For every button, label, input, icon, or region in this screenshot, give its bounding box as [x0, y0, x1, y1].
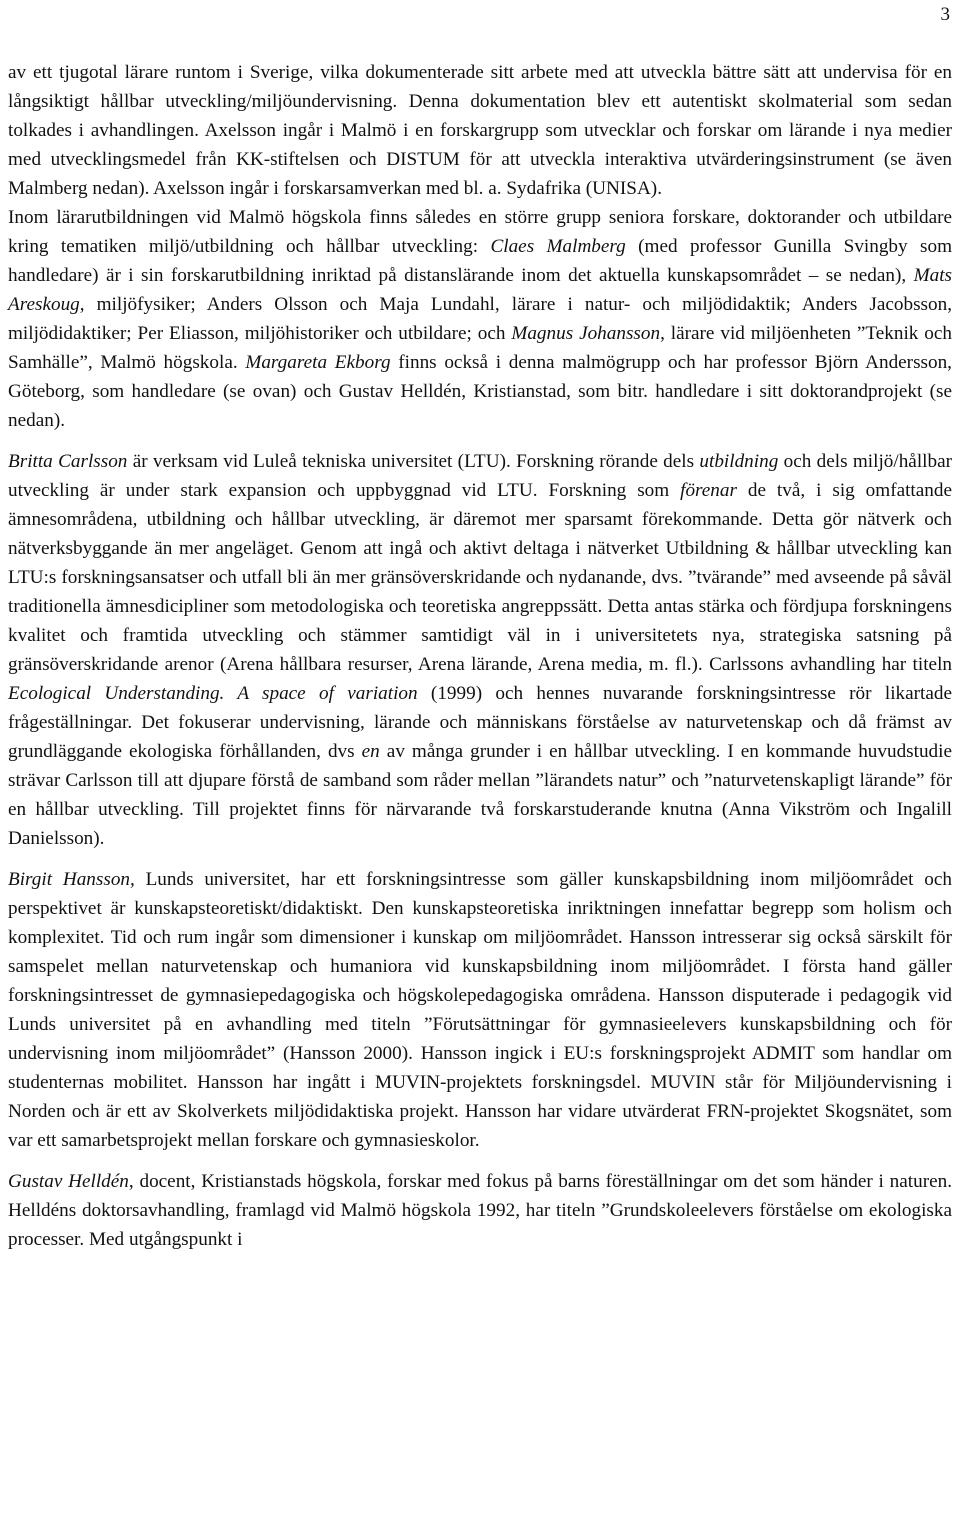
body-text: Inom lärarutbildningen vid Malmö högskola finns således en större grupp seniora forskare, doktorander och utbildare kring tematiken miljö/utbildning och hållbar utveckling:	[8, 207, 952, 257]
body-text: (med professor Gunilla Svingby som handledare) är i sin forskarutbildning inriktad på distanslärande inom det aktuella kunskapsområdet – se nedan),	[8, 236, 952, 286]
italic-text: förenar	[680, 480, 737, 501]
italic-text: Mats Areskoug	[8, 265, 952, 315]
body-text: är verksam vid Luleå tekniska universitet (LTU). Forskning rörande dels	[127, 451, 700, 472]
body-text: finns också i denna malmögrupp och har professor Björn Andersson, Göteborg, som handledare (se ovan) och Gustav Helldén, Kristianstad, som bitr. handledare i sitt doktorandprojekt (se nedan).	[8, 352, 952, 431]
body-text: av många grunder i en hållbar utveckling. I en kommande huvudstudie strävar Carlsson till att djupare förstå de samband som råder mellan ”lärandets natur” och ”naturvetenskapligt lärande” för en hållbar utveckling. Till projektet finns för närvarande två forskarstuderande knutna (Anna Vikström och Ingalill Danielsson).	[8, 741, 952, 849]
paragraph	[8, 865, 952, 1155]
body-text: Lunds universitet, har ett forskningsintresse som gäller kunskapsbildning inom miljöområdet och perspektivet är kunskapsteoretiskt/didaktiskt. Den kunskapsteoretiska inriktningen innefattar begrepp som holism och komplexitet. Tid och rum ingår som dimensioner i kunskap om miljöområdet. Hansson intresserar sig också särskilt för samspelet mellan naturvetenskap och humaniora vid kunskapsbildning inom miljöområdet. I första hand gäller forskningsintresset de gymnasiepedagogiska och högskolepedagogiska områdena. Hansson disputerade i pedagogik vid Lunds universitet på en avhandling med titeln ”Förutsättningar för gymnasieelevers kunskapsbildning och för undervisning inom miljöområdet” (Hansson 2000). Hansson ingick i EU:s forskningsprojekt ADMIT som handlar om studenternas mobilitet. Hansson har ingått i MUVIN-projektets forskningsdel. MUVIN står för Miljöundervisning i Norden och är ett av Skolverkets miljödidaktiska projekt. Hansson har vidare utvärderat FRN-projektet Skogsnätet, som var ett samarbetsprojekt mellan forskare och gymnasieskolor.	[8, 869, 952, 1151]
body-text: , miljöfysiker; Anders Olsson och Maja Lundahl, lärare i natur- och miljödidaktik; Anders Jacobsson, miljödidaktiker; Per Eliasson, miljöhistoriker och utbildare; och	[8, 294, 952, 344]
body-text: , docent, Kristianstads högskola, forskar med fokus på barns föreställningar om det som händer i naturen. Helldéns doktorsavhandling, framlagd vid Malmö högskola 1992, har titeln ”Grundskoleelevers förståelse om ekologiska processer. Med utgångspunkt i	[8, 1171, 952, 1250]
body-text: och dels miljö/hållbar utveckling är under stark expansion och uppbyggnad vid LTU. Forskning som	[8, 451, 952, 501]
italic-text: Britta Carlsson	[8, 451, 128, 472]
body-text: , lärare vid miljöenheten ”Teknik och Samhälle”, Malmö högskola.	[8, 323, 952, 373]
italic-text: Magnus Johansson	[511, 323, 661, 344]
body-text: de två, i sig omfattande ämnesområdena, utbildning och hållbar utveckling, är däremot mer sparsamt förekommande. Detta gör nätverk och nätverksbyggande än mer angeläget. Genom att ingå och aktivt deltaga i nätverket Utbildning & hållbar utveckling kan LTU:s forskningsansatser och utfall bli än mer gränsöverskridande och nydanande, dvs. ”tvärande” med avseende på såväl traditionella ämnesdicipliner som metodologiska och teoretiska angreppssätt. Detta antas stärka och fördjupa forskningens kvalitet och framtida utveckling och stämmer samtidigt väl in i universitetets nya, strategiska satsning på gränsöverskridande arenor (Arena hållbara resurser, Arena lärande, Arena media, m. fl.). Carlssons avhandling har titeln	[8, 480, 952, 675]
body-text: (1999) och hennes nuvarande forskningsintresse rör likartade frågeställningar. Det fokuserar undervisning, lärande och människans förståelse av naturvetenskap och då främst av grundläggande ekologiska förhållanden, dvs	[8, 683, 952, 762]
italic-text: utbildning	[699, 451, 779, 472]
italic-text: Ecological Understanding. A space of variation	[8, 683, 418, 704]
italic-text: Gustav Helldén	[8, 1171, 129, 1192]
italic-text: Margareta Ekborg	[245, 352, 391, 373]
page-number: 3	[940, 4, 950, 25]
italic-text: Birgit Hansson,	[8, 869, 135, 890]
italic-text: en	[361, 741, 380, 762]
document-body	[8, 58, 952, 1254]
paragraph	[8, 58, 952, 203]
italic-text: Claes Malmberg	[490, 236, 626, 257]
paragraph	[8, 203, 952, 435]
body-text: av ett tjugotal lärare runtom i Sverige, vilka dokumenterade sitt arbete med att utveckla bättre sätt att undervisa för en långsiktigt hållbar utveckling/miljöundervisning. Denna dokumentation blev ett autentiskt skolmaterial som sedan tolkades i avhandlingen. Axelsson ingår i Malmö i en forskargrupp som utvecklar och forskar om lärande i nya medier med utvecklingsmedel från KK-stiftelsen och DISTUM för att utveckla interaktiva utvärderingsinstrument (se även Malmberg nedan). Axelsson ingår i forskarsamverkan med bl. a. Sydafrika (UNISA).	[8, 62, 952, 199]
paragraph	[8, 447, 952, 853]
paragraph	[8, 1167, 952, 1254]
